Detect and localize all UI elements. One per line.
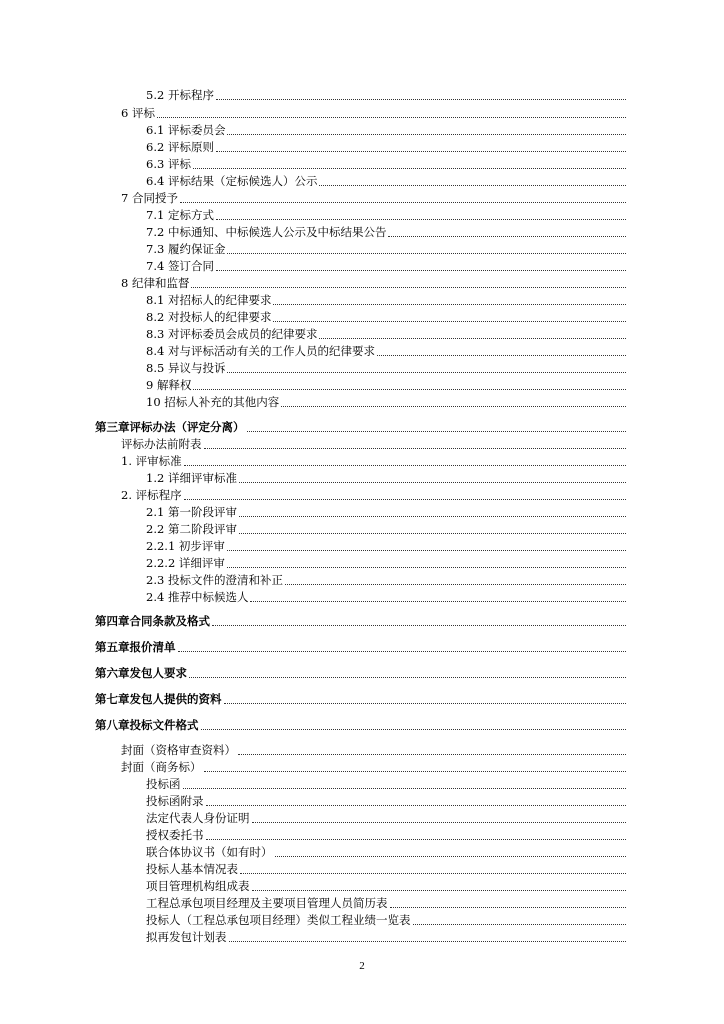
dot-leader bbox=[227, 549, 626, 551]
page-number: 2 bbox=[359, 960, 365, 972]
toc-entry-title: 7.1 定标方式 bbox=[146, 208, 214, 222]
dot-leader bbox=[250, 600, 626, 602]
toc-entry bbox=[146, 471, 627, 486]
dot-leader bbox=[252, 889, 627, 891]
toc-entry-title: 拟再发包计划表 bbox=[146, 930, 227, 944]
toc-entry-title: 1. 评审标准 bbox=[121, 454, 182, 468]
dot-leader bbox=[216, 269, 626, 271]
toc-entry-title: 封面（商务标） bbox=[121, 760, 202, 774]
dot-leader bbox=[227, 371, 626, 373]
toc-entry bbox=[146, 140, 627, 155]
toc-entry-title: 项目管理机构组成表 bbox=[146, 879, 250, 893]
toc-entry-title: 5.2 开标程序 bbox=[146, 88, 214, 102]
toc-entry-title: 6.3 评标 bbox=[146, 157, 191, 171]
toc-entry-title: 授权委托书 bbox=[146, 828, 204, 842]
toc-chapter-entry bbox=[95, 666, 627, 681]
dot-leader bbox=[388, 235, 626, 237]
toc-entry bbox=[146, 327, 627, 342]
dot-leader bbox=[227, 252, 626, 254]
toc-entry-title: 6.1 评标委员会 bbox=[146, 123, 226, 137]
toc-entry bbox=[146, 930, 627, 945]
toc-entry bbox=[121, 454, 627, 469]
toc-entry-title: 投标函 bbox=[146, 777, 181, 791]
toc-entry bbox=[146, 862, 627, 877]
toc-entry-title: 第四章合同条款及格式 bbox=[95, 614, 210, 628]
toc-entry-title: 8.5 异议与投诉 bbox=[146, 361, 226, 375]
toc-chapter-entry bbox=[95, 640, 627, 655]
toc-entry-title: 6.4 评标结果（定标候选人）公示 bbox=[146, 174, 318, 188]
toc-entry bbox=[121, 106, 627, 121]
toc-entry bbox=[146, 174, 627, 189]
toc-entry-title: 9 解释权 bbox=[146, 378, 192, 392]
toc-entry-title: 8.1 对招标人的纪律要求 bbox=[146, 293, 272, 307]
toc-entry bbox=[146, 896, 627, 911]
toc-entry-title: 2.1 第一阶段评审 bbox=[146, 505, 237, 519]
toc-chapter-entry bbox=[95, 420, 627, 435]
toc-entry-title: 第七章发包人提供的资料 bbox=[95, 692, 222, 706]
toc-entry bbox=[146, 539, 627, 554]
toc-entry-title: 第八章投标文件格式 bbox=[95, 718, 199, 732]
dot-leader bbox=[183, 787, 627, 789]
dot-leader bbox=[184, 464, 626, 466]
dot-leader bbox=[216, 98, 626, 100]
toc-entry bbox=[146, 208, 627, 223]
dot-leader bbox=[239, 481, 626, 483]
dot-leader bbox=[390, 906, 627, 908]
toc-entry bbox=[121, 488, 627, 503]
dot-leader bbox=[193, 167, 626, 169]
toc-entry bbox=[146, 259, 627, 274]
dot-leader bbox=[184, 498, 626, 500]
dot-leader bbox=[252, 821, 627, 823]
toc-entry-title: 8.3 对评标委员会成员的纪律要求 bbox=[146, 327, 318, 341]
toc-entry-title: 2.3 投标文件的澄清和补正 bbox=[146, 573, 283, 587]
dot-leader bbox=[240, 872, 626, 874]
toc-entry bbox=[146, 811, 627, 826]
toc-entry bbox=[146, 794, 627, 809]
toc-entry bbox=[146, 777, 627, 792]
toc-entry bbox=[121, 276, 627, 291]
toc-entry-title: 7.2 中标通知、中标候选人公示及中标结果公告 bbox=[146, 225, 387, 239]
toc-entry-title: 7.4 签订合同 bbox=[146, 259, 214, 273]
toc-entry-title: 工程总承包项目经理及主要项目管理人员简历表 bbox=[146, 896, 388, 910]
dot-leader bbox=[178, 650, 627, 652]
dot-leader bbox=[247, 430, 627, 432]
toc-entry bbox=[146, 879, 627, 894]
dot-leader bbox=[238, 753, 626, 755]
toc-entry-title: 2.2 第二阶段评审 bbox=[146, 522, 237, 536]
dot-leader bbox=[206, 804, 627, 806]
dot-leader bbox=[189, 676, 626, 678]
toc-entry bbox=[146, 522, 627, 537]
toc-entry-title: 投标人基本情况表 bbox=[146, 862, 238, 876]
toc-entry-title: 6 评标 bbox=[121, 106, 155, 120]
toc-entry bbox=[146, 225, 627, 240]
dot-leader bbox=[273, 320, 626, 322]
toc-entry bbox=[146, 310, 627, 325]
toc-entry-title: 评标办法前附表 bbox=[121, 437, 202, 451]
toc-entry bbox=[121, 191, 627, 206]
dot-leader bbox=[201, 728, 627, 730]
toc-entry-title: 8.4 对与评标活动有关的工作人员的纪律要求 bbox=[146, 344, 375, 358]
toc-entry-title: 7.3 履约保证金 bbox=[146, 242, 226, 256]
dot-leader bbox=[275, 855, 627, 857]
toc-chapter-entry bbox=[95, 614, 627, 629]
toc-entry bbox=[146, 505, 627, 520]
toc-entry-title: 6.2 评标原则 bbox=[146, 140, 214, 154]
toc-entry bbox=[146, 123, 627, 138]
dot-leader bbox=[204, 447, 627, 449]
dot-leader bbox=[239, 532, 626, 534]
dot-leader bbox=[229, 940, 627, 942]
dot-leader bbox=[212, 624, 626, 626]
dot-leader bbox=[281, 405, 626, 407]
toc-entry bbox=[146, 293, 627, 308]
toc-entry-title: 2.2.1 初步评审 bbox=[146, 539, 225, 553]
dot-leader bbox=[319, 337, 626, 339]
toc-entry-title: 2.4 推荐中标候选人 bbox=[146, 590, 249, 604]
toc-entry bbox=[146, 242, 627, 257]
toc-entry-title: 封面（资格审查资料） bbox=[121, 743, 236, 757]
toc-entry-title: 8.2 对投标人的纪律要求 bbox=[146, 310, 272, 324]
toc-entry bbox=[146, 828, 627, 843]
toc-entry-title: 1.2 详细评审标准 bbox=[146, 471, 237, 485]
dot-leader bbox=[227, 133, 626, 135]
dot-leader bbox=[319, 184, 626, 186]
toc-entry-title: 法定代表人身份证明 bbox=[146, 811, 250, 825]
toc-entry bbox=[146, 913, 627, 928]
toc-entry-title: 第五章报价清单 bbox=[95, 640, 176, 654]
toc-entry-title: 10 招标人补充的其他内容 bbox=[146, 395, 280, 409]
dot-leader bbox=[285, 583, 626, 585]
dot-leader bbox=[216, 150, 626, 152]
toc-entry bbox=[146, 378, 627, 393]
toc-entry bbox=[146, 361, 627, 376]
toc-entry bbox=[146, 590, 627, 605]
dot-leader bbox=[216, 218, 626, 220]
dot-leader bbox=[224, 702, 627, 704]
dot-leader bbox=[239, 515, 626, 517]
dot-leader bbox=[180, 201, 626, 203]
toc-entry bbox=[121, 437, 627, 452]
dot-leader bbox=[193, 388, 626, 390]
toc-entry bbox=[146, 395, 627, 410]
toc-entry bbox=[146, 344, 627, 359]
dot-leader bbox=[273, 303, 626, 305]
toc-entry-title: 2.2.2 详细评审 bbox=[146, 556, 225, 570]
toc-entry bbox=[121, 743, 627, 758]
toc-entry-title: 7 合同授予 bbox=[121, 191, 178, 205]
dot-leader bbox=[157, 116, 626, 118]
toc-entry-title: 联合体协议书（如有时） bbox=[146, 845, 273, 859]
dot-leader bbox=[377, 354, 626, 356]
toc-entry bbox=[146, 556, 627, 571]
toc-entry-title: 第六章发包人要求 bbox=[95, 666, 187, 680]
toc-chapter-entry bbox=[95, 692, 627, 707]
dot-leader bbox=[206, 838, 627, 840]
toc-entry bbox=[121, 760, 627, 775]
toc-entry-title: 投标人（工程总承包项目经理）类似工程业绩一览表 bbox=[146, 913, 411, 927]
toc-entry-title: 2. 评标程序 bbox=[121, 488, 182, 502]
dot-leader bbox=[204, 770, 627, 772]
toc-entry bbox=[146, 573, 627, 588]
toc-entry-title: 投标函附录 bbox=[146, 794, 204, 808]
dot-leader bbox=[191, 286, 626, 288]
toc-entry bbox=[146, 88, 627, 103]
dot-leader bbox=[413, 923, 627, 925]
toc-entry bbox=[146, 157, 627, 172]
toc-entry-title: 第三章评标办法（评定分离） bbox=[95, 420, 245, 434]
toc-chapter-entry bbox=[95, 718, 627, 733]
toc-entry-title: 8 纪律和监督 bbox=[121, 276, 190, 290]
dot-leader bbox=[227, 566, 626, 568]
toc-entry bbox=[146, 845, 627, 860]
